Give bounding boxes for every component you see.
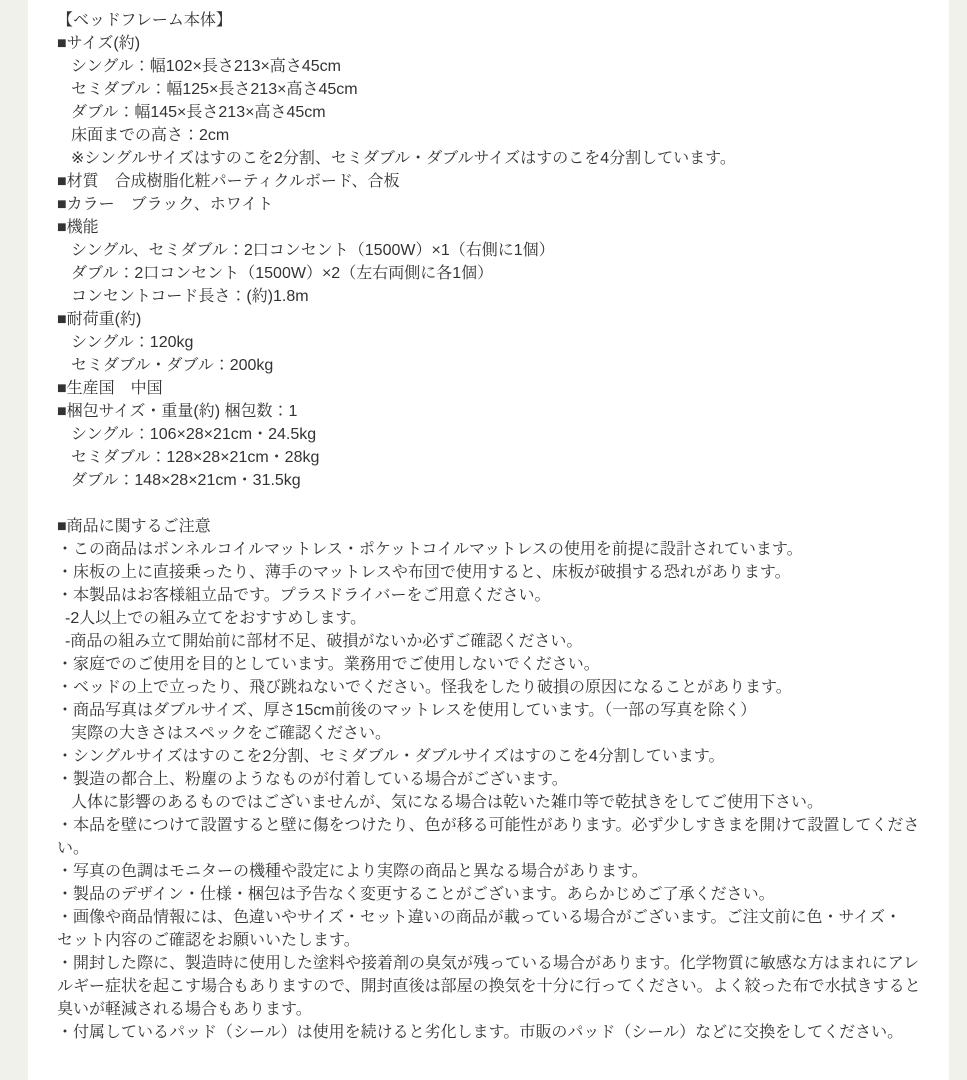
section-heading: ■梱包サイズ・重量(約) 梱包数：1 [57, 403, 298, 420]
text-line: セミダブル・ダブル：200kg [71, 357, 274, 374]
text-line: シングル：106×28×21cm・24.5kg [71, 426, 317, 443]
section-heading: ■商品に関するご注意 [57, 518, 211, 535]
text-line: 臭いが軽減される場合もあります。 [57, 1001, 312, 1018]
text-line: ・製造の都合上、粉塵のようなものが付着している場合がございます。 [57, 771, 568, 788]
text-line: ・製品のデザイン・仕様・梱包は予告なく変更することがございます。あらかじめご了承ください。 [57, 886, 775, 903]
section-heading: ■サイズ(約) [57, 35, 141, 52]
section-heading: ■耐荷重(約) [57, 311, 142, 328]
document-body [28, 0, 949, 1044]
blank-line [57, 492, 949, 515]
text-line: セミダブル：幅125×長さ213×高さ45cm [71, 81, 358, 98]
text-line: ・家庭でのご使用を目的としています。業務用でご使用しないでください。 [57, 656, 600, 673]
text-line: セット内容のご確認をお願いいたします。 [57, 932, 360, 949]
text-line: ・床板の上に直接乗ったり、薄手のマットレスや布団で使用すると、床板が破損する恐れがあります。 [57, 564, 791, 581]
text-line: 人体に影響のあるものではございませんが、気になる場合は乾いた雑巾等で乾拭きをしてご使用下さい。 [71, 794, 824, 811]
text-line: ルギー症状を起こす場合もありますので、開封直後は部屋の換気を十分に行ってください。よく絞った布で水拭きすると [57, 978, 921, 995]
section-heading: ■材質 合成樹脂化粧パーティクルボード、合板 [57, 173, 400, 190]
document-title: 【ベッドフレーム本体】 [57, 12, 232, 29]
text-line: ・シングルサイズはすのこを2分割、セミダブル・ダブルサイズはすのこを4分割しています。 [57, 748, 725, 765]
section-heading: ■カラー ブラック、ホワイト [57, 196, 274, 213]
text-line: ・付属しているパッド（シール）は使用を続けると劣化します。市販のパッド（シール）などに交換をしてください。 [57, 1024, 904, 1041]
text-line: ※シングルサイズはすのこを2分割、セミダブル・ダブルサイズはすのこを4分割しています。 [71, 150, 736, 167]
text-line: シングル：幅102×長さ213×高さ45cm [71, 58, 342, 75]
section-heading: ■生産国 中国 [57, 380, 163, 397]
text-line: ・商品写真はダブルサイズ、厚さ15cm前後のマットレスを使用しています。（一部の写真を除く） [57, 702, 757, 719]
text-line: 実際の大きさはスペックをご確認ください。 [71, 725, 392, 742]
text-line: ダブル：幅145×長さ213×高さ45cm [71, 104, 326, 121]
text-line: ダブル：148×28×21cm・31.5kg [71, 472, 301, 489]
text-line: セミダブル：128×28×21cm・28kg [71, 449, 320, 466]
text-line: シングル、セミダブル：2口コンセント（1500W）×1（右側に1個） [71, 242, 555, 259]
content-panel [28, 0, 949, 1080]
text-line: ・開封した際に、製造時に使用した塗料や接着剤の臭気が残っている場合があります。化学物質に敏感な方はまれにアレ [57, 955, 920, 972]
text-line: い。 [57, 840, 90, 857]
text-line: ・本製品はお客様組立品です。プラスドライバーをご用意ください。 [57, 587, 551, 604]
text-line: -商品の組み立て開始前に部材不足、破損がないか必ずご確認ください。 [65, 633, 583, 650]
text-line: -2人以上での組み立てをおすすめします。 [65, 610, 367, 627]
section-heading: ■機能 [57, 219, 99, 236]
text-line: コンセントコード長さ：(約)1.8m [71, 288, 309, 305]
text-line: ・この商品はボンネルコイルマットレス・ポケットコイルマットレスの使用を前提に設計されています。 [57, 541, 803, 558]
text-line: ・画像や商品情報には、色違いやサイズ・セット違いの商品が載っている場合がございます。ご注文前に色・サイズ・ [57, 909, 902, 926]
text-line: ・写真の色調はモニターの機種や設定により実際の商品と異なる場合があります。 [57, 863, 648, 880]
text-line: ・本品を壁につけて設置すると壁に傷をつけたり、色が移る可能性があります。必ず少しすきまを開けて設置してくださ [57, 817, 920, 834]
text-line: 床面までの高さ：2cm [71, 127, 230, 144]
text-line: ダブル：2口コンセント（1500W）×2（左右両側に各1個） [71, 265, 494, 282]
text-line: シングル：120kg [71, 334, 194, 351]
text-line: ・ベッドの上で立ったり、飛び跳ねないでください。怪我をしたり破損の原因になることがあります。 [57, 679, 792, 696]
